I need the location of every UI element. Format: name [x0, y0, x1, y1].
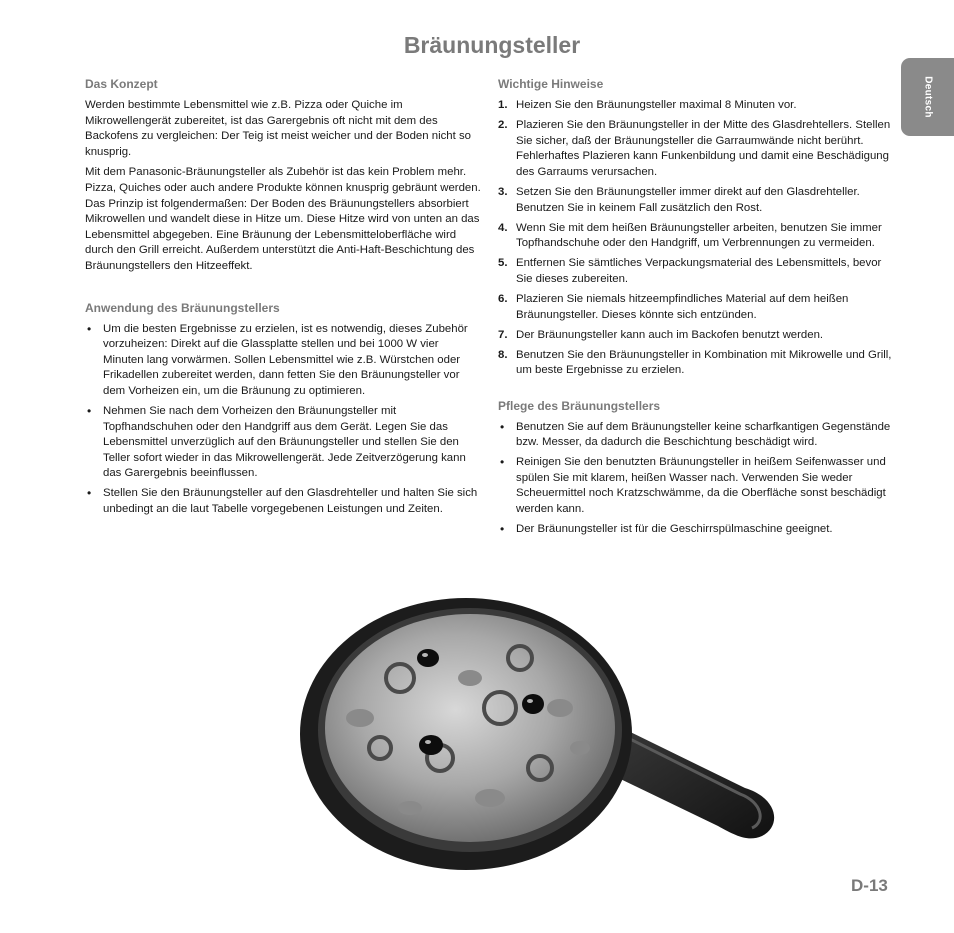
list-number: 3. — [498, 185, 508, 198]
list-number: 5. — [498, 257, 508, 270]
list-text: Setzen Sie den Bräunungsteller immer direkt auf den Glasdrehteller. Benutzen Sie in keinem Fall zusätzlich den Rost. — [516, 185, 860, 214]
list-item — [498, 328, 894, 344]
list-number: 4. — [498, 221, 508, 234]
list-number: 8. — [498, 348, 508, 361]
notes-heading: Wichtige Hinweise — [498, 77, 604, 91]
notes-list — [498, 98, 894, 379]
language-tab-label: Deutsch — [922, 76, 933, 118]
language-tab — [901, 58, 954, 136]
list-item — [498, 256, 894, 287]
page-number: D-13 — [851, 876, 888, 895]
concept-paragraph: Werden bestimmte Lebensmittel wie z.B. Pizza oder Quiche im Mikrowellengerät zubereitet, ist das Garergebnis oft nicht mit dem des Backofens zu vergleichen: Der Teig ist meist weicher und der Boden nicht so knusprig. — [85, 99, 472, 158]
left-column — [85, 77, 481, 522]
care-heading: Pflege des Bräunungstellers — [498, 398, 661, 413]
list-number: 7. — [498, 328, 508, 341]
list-text: Wenn Sie mit dem heißen Bräunungsteller arbeiten, benutzen Sie immer Topfhandschuhe oder den Handgriff, um Verbrennungen zu vermeiden. — [516, 221, 882, 250]
list-text: Plazieren Sie den Bräunungsteller in der Mitte des Glasdrehtellers. Stellen Sie sicher, daß der Bräunungsteller die Garraumwände nicht berührt. Fehlerhaftes Plazieren kann Funkenbildung und damit eine Beschädigung des Garraums verursachen. — [516, 119, 891, 178]
page-title: Bräunungsteller — [403, 32, 581, 58]
list-item: • Um die besten Ergebnisse zu erzielen, ist es notwendig, dieses Zubehör vorzuheizen: Direkt auf die Glassplatte stellen und bei 1000 W vier Minuten lang vorwärmen. Sollen Lebensmittel wie z.B. Würstchen oder Frikadellen zubereitet werden, dann fetten Sie den Bräunungsteller vor dem Vorheizen ein, um die Bräunung zu optimieren. — [85, 322, 481, 400]
list-text: Entfernen Sie sämtliches Verpackungsmaterial des Lebensmittels, bevor Sie dieses zubereiten. — [516, 257, 882, 285]
care-list — [498, 420, 894, 538]
list-text: Der Bräunungsteller kann auch im Backofen benutzt werden. — [516, 328, 824, 341]
list-item — [498, 98, 894, 114]
pizza — [325, 614, 615, 842]
list-item — [498, 221, 894, 252]
usage-heading: Anwendung des Bräunungstellers — [85, 300, 280, 315]
concept-paragraph: Mit dem Panasonic-Bräunungsteller als Zubehör ist das kein Problem mehr. Pizza, Quiches oder auch andere Produkte können knusprig gebräunt werden. Das Prinzip ist folgendermaßen: Der Boden des Bräunungstellers absorbiert Mikrowellen und wandelt diese in Hitze um. Diese Hitze wird von unten an das Lebensmittel abgegeben. Eine Bräunung der Lebensmitteloberfläche wird durch den Grill erreicht. Außerdem unterstützt die Anti-Haft-Beschichtung des Bräunungstellers den Hitzeeffekt. — [85, 166, 481, 272]
list-text: Benutzen Sie den Bräunungsteller in Kombination mit Mikrowelle und Grill, um beste Ergebnisse zu erzielen. — [516, 348, 892, 377]
list-item — [498, 292, 894, 323]
list-item: • Reinigen Sie den benutzten Bräunungsteller in heißem Seifenwasser und spülen Sie mit klarem, heißen Wasser nach. Verwenden Sie weder Scheuermittel noch Kratzschwämme, da die Oberfläche sonst beschädigt werden kann. — [498, 455, 894, 517]
list-item — [498, 118, 894, 180]
list-text: Plazieren Sie niemals hitzeempfindliches Material auf dem heißen Bräunungsteller. Dieses könnte sich entzünden. — [516, 293, 849, 321]
list-number: 6. — [498, 293, 508, 306]
pizza-pan-illustration — [300, 598, 782, 870]
list-number: 1. — [498, 99, 508, 111]
list-item — [498, 348, 894, 379]
list-item: • Nehmen Sie nach dem Vorheizen den Bräunungsteller mit Topfhandschuhen oder den Handgriff aus dem Gerät. Legen Sie das Lebensmittel unverzüglich auf den Bräunungsteller und stellen Sie den Teller sofort wieder in das Mikrowellengerät. Jede Zeitverzögerung kann das Garergebnis beeinflussen. — [85, 404, 481, 482]
list-item: • Der Bräunungsteller ist für die Geschirrspülmaschine geeignet. — [498, 522, 894, 538]
right-column — [498, 77, 894, 542]
list-item — [498, 185, 894, 216]
concept-heading: Das Konzept — [85, 77, 158, 91]
usage-list — [85, 322, 481, 518]
list-number: 2. — [498, 119, 508, 132]
list-item: • Stellen Sie den Bräunungsteller auf den Glasdrehteller und halten Sie sich unbedingt an die laut Tabelle vorgegebenen Leistungen und Zeiten. — [85, 486, 481, 517]
list-text: Heizen Sie den Bräunungsteller maximal 8 Minuten vor. — [516, 99, 797, 111]
list-item: • Benutzen Sie auf dem Bräunungsteller keine scharfkantigen Gegenstände bzw. Messer, da dadurch die Beschichtung beschädigt wird. — [498, 420, 894, 451]
